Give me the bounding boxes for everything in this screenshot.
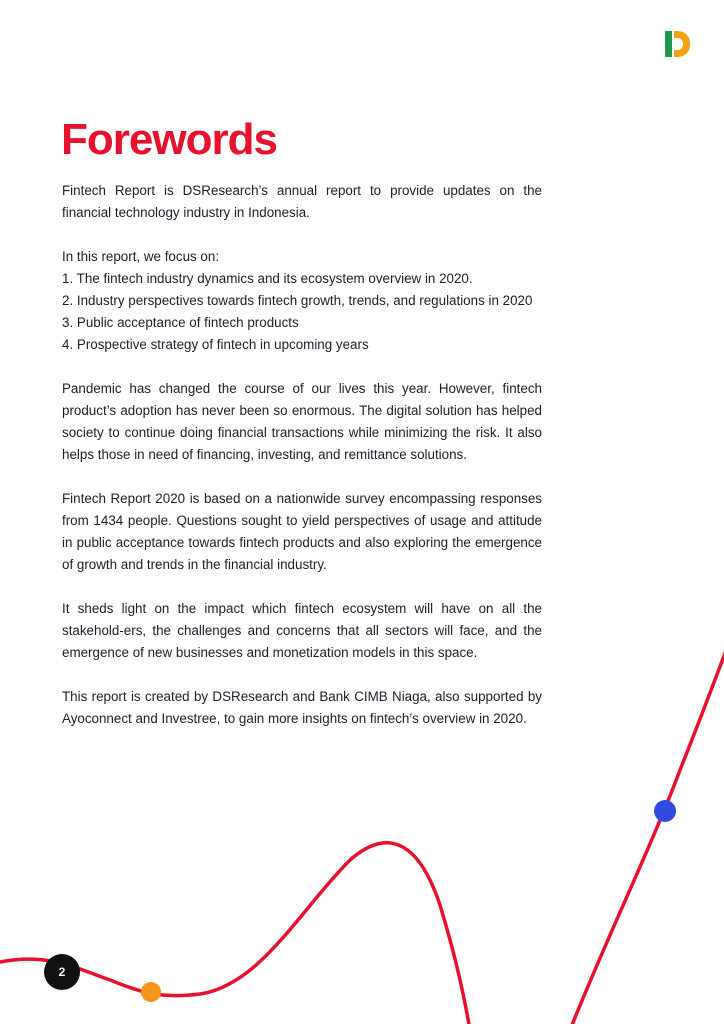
focus-item-4: 4. Prospective strategy of fintech in upcoming years (62, 337, 369, 352)
impact-paragraph: It sheds light on the impact which fintech ecosystem will have on all the stakehold-ers, the challenges and concerns that all sectors will face, and the emergence of new businesses and monetization models in this space. (62, 601, 542, 660)
ds-logo-icon (662, 28, 692, 60)
focus-item-1: 1. The fintech industry dynamics and its ecosystem overview in 2020. (62, 271, 473, 286)
intro-paragraph: Fintech Report is DSResearch’s annual report to provide updates on the financial technology industry in Indonesia. (62, 183, 542, 220)
blue-dot (654, 800, 676, 822)
foreword-body (62, 180, 542, 752)
focus-list (62, 246, 542, 356)
page-number-badge: 2 (44, 954, 80, 990)
orange-dot (141, 982, 161, 1002)
focus-lead: In this report, we focus on: (62, 249, 220, 264)
pandemic-paragraph: Pandemic has changed the course of our lives this year. However, fintech product’s adoption has never been so enormous. The digital solution has helped society to continue doing financial transactions while minimizing the risk. It also helps those in need of financing, investing, and remittance solutions. (62, 381, 542, 462)
focus-item-2: 2. Industry perspectives towards fintech growth, trends, and regulations in 2020 (62, 293, 533, 308)
page-title: Forewords (61, 115, 277, 164)
survey-paragraph: Fintech Report 2020 is based on a nationwide survey encompassing responses from 1434 people. Questions sought to yield perspectives of usage and attitude in public acceptance towards fintech products and also exploring the emergence of growth and trends in the financial industry. (62, 491, 542, 572)
focus-item-3: 3. Public acceptance of fintech products (62, 315, 299, 330)
credits-paragraph: This report is created by DSResearch and Bank CIMB Niaga, also supported by Ayoconnect and Investree, to gain more insights on fintech’s overview in 2020. (62, 689, 542, 726)
